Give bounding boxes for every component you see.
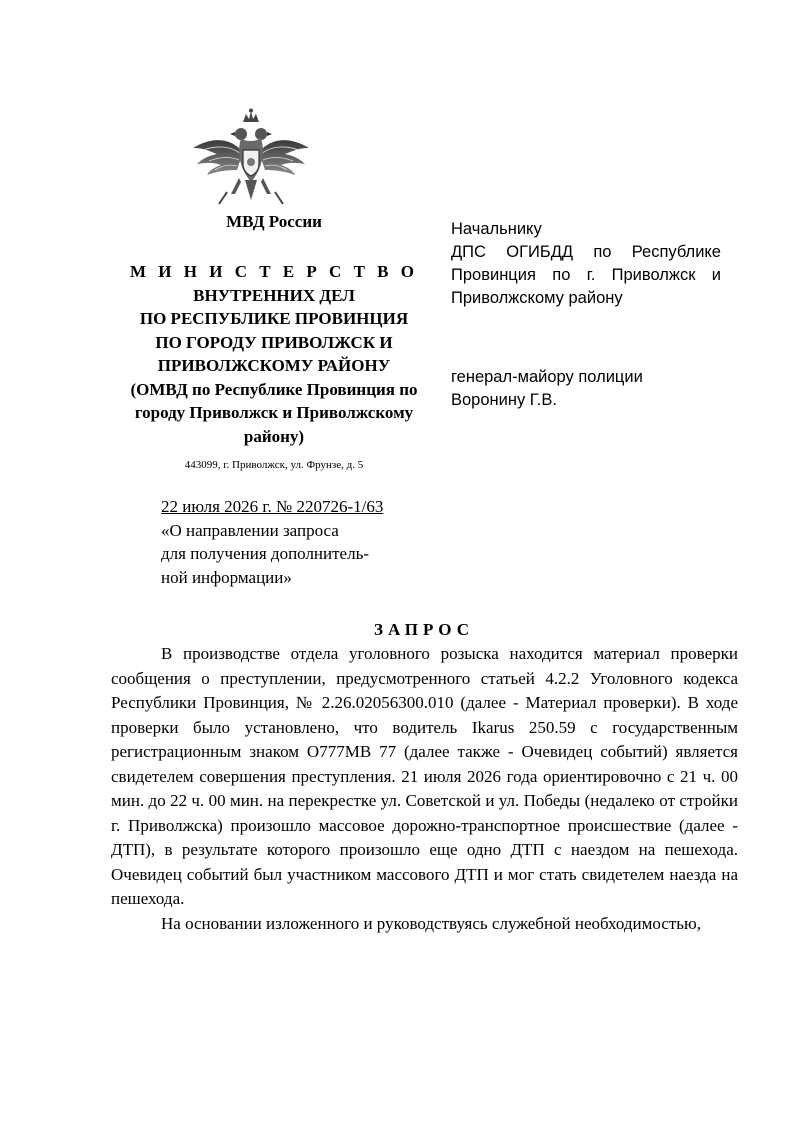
- sender-name-line: М И Н И С Т Е Р С Т В О: [130, 262, 418, 281]
- sender-abbrev-line: (ОМВД по Республике Провинция по: [130, 379, 418, 399]
- recipient-name: Воронину Г.В.: [451, 391, 557, 409]
- sender-address: 443099, г. Приволжск, ул. Фрунзе, д. 5: [184, 459, 364, 471]
- reference-date-number: 22 июля 2026 г. № 220726-1/63: [161, 497, 384, 516]
- recipient-block: [451, 218, 721, 310]
- recipient-line: ДПС ОГИБДД по Республике: [451, 243, 721, 261]
- subject-line: «О направлении запроса: [161, 520, 339, 540]
- sender-abbrev-line: городу Приволжск и Приволжскому: [134, 403, 414, 422]
- mvd-double-headed-eagle-icon: [191, 108, 311, 206]
- recipient-line: Приволжскому району: [451, 289, 623, 307]
- recipient-rank: генерал-майору полиции: [451, 368, 643, 386]
- document-title: ЗАПРОС: [373, 620, 475, 639]
- body-paragraph: На основании изложенного и руководствуясь служебной необходимостью,: [161, 913, 701, 933]
- sender-name-line: ВНУТРЕННИХ ДЕЛ: [193, 285, 355, 305]
- subject: [161, 519, 421, 590]
- document-body: [111, 642, 738, 936]
- recipient-line: Начальнику: [451, 220, 542, 238]
- sender-short-name: МВД России: [226, 212, 322, 231]
- subject-line: ной информации»: [161, 567, 292, 587]
- reference-block: [161, 495, 421, 589]
- recipient-line: Провинция по г. Приволжск и: [451, 266, 721, 284]
- sender-abbrev-line: району): [243, 426, 305, 446]
- body-paragraph: В производстве отдела уголовного розыска находится материал проверки сообщения о преступлении, предусмотренного статьей 4.2.2 Уголовного кодекса Республики Провинция, № 2.26.02056300.010 (далее - Материал проверки). В ходе проверки было установлено, что водитель Ikarus 250.59 с государственным регистрационным знаком О777МВ 77 (далее также - Очевидец событий) является свидетелем совершения преступления. 21 июля 2026 года ориентировочно с 21 ч. 00 мин. до 22 ч. 00 мин. на перекрестке ул. Советской и ул. Победы (недалеко от стройки г. Приволжска) произошло массовое дорожно-транспортное происшествие (далее - ДТП), в результате которого произошло еще одно ДТП с наездом на пешехода. Очевидец событий был участником массового ДТП и мог стать свидетелем наезда на пешехода.: [111, 644, 738, 908]
- sender-full-name: [110, 260, 438, 448]
- sender-name-line: ПО ГОРОДУ ПРИВОЛЖСК И: [155, 332, 393, 352]
- sender-name-line: ПО РЕСПУБЛИКЕ ПРОВИНЦИЯ: [139, 309, 409, 328]
- subject-line: для получения дополнитель-: [161, 544, 369, 563]
- recipient-position: [451, 218, 721, 310]
- sender-name-line: ПРИВОЛЖСКОМУ РАЙОНУ: [157, 356, 391, 375]
- recipient-name-block: [451, 366, 731, 412]
